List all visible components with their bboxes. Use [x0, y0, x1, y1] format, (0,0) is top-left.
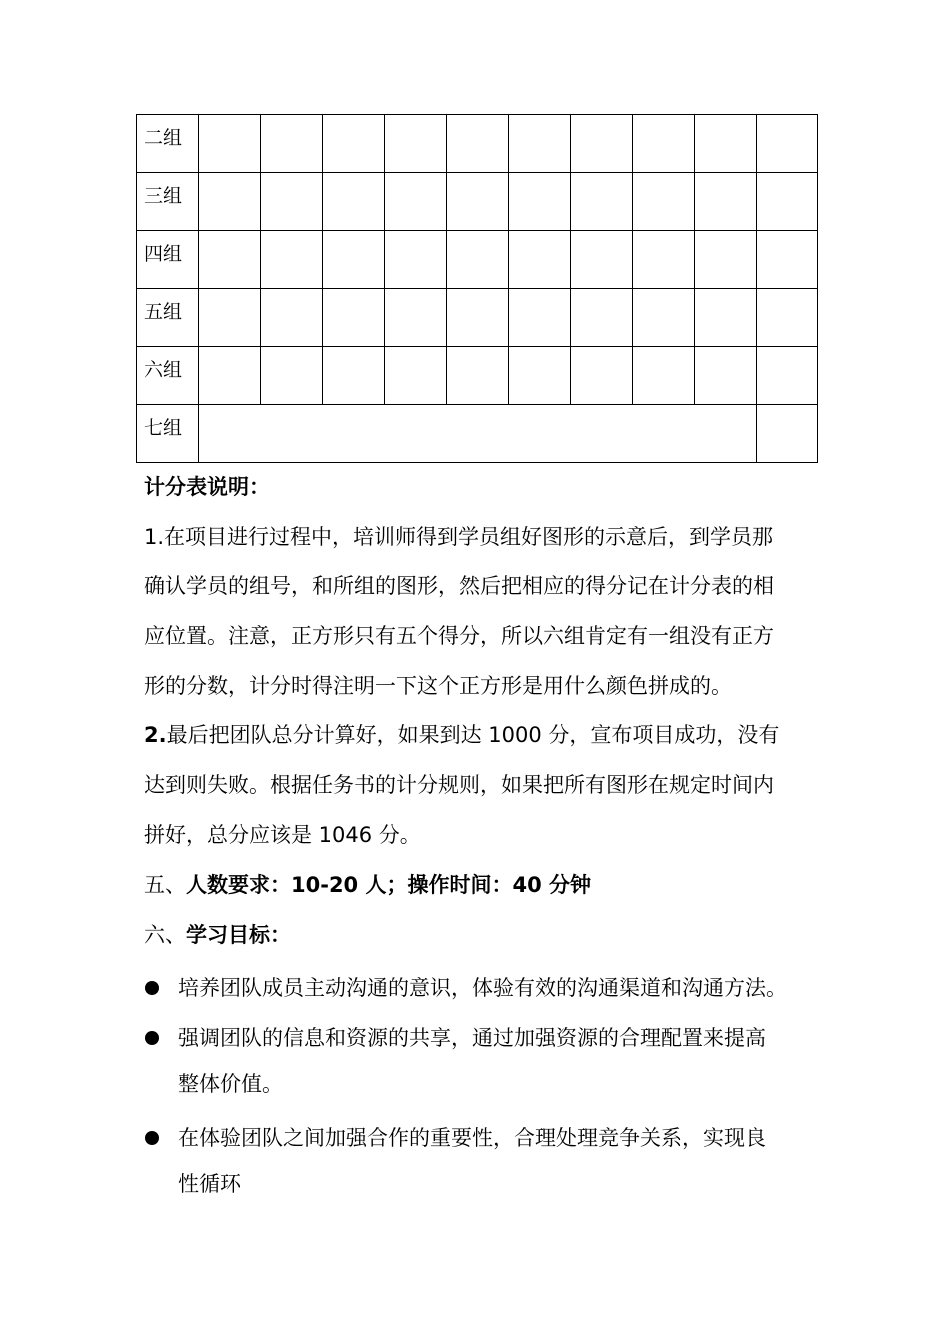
table-cell — [199, 173, 261, 231]
table-row — [137, 173, 818, 231]
table-row — [137, 231, 818, 289]
para2-line: 2.最后把团队总分计算好，如果到达 1000 分，宣布项目成功，没有 — [144, 723, 780, 747]
table-cell — [571, 289, 633, 347]
row-label: 五组 — [137, 289, 199, 347]
table-cell — [571, 231, 633, 289]
para2-number: 2. — [144, 723, 167, 747]
table-cell — [509, 173, 571, 231]
table-cell — [261, 347, 323, 405]
table-cell — [261, 173, 323, 231]
table-row — [137, 115, 818, 173]
table-cell — [633, 231, 695, 289]
para1-line: 1.在项目进行过程中，培训师得到学员组好图形的示意后，到学员那 — [144, 525, 774, 549]
table-cell — [323, 173, 385, 231]
para1-line: 应位置。注意，正方形只有五个得分，所以六组肯定有一组没有正方 — [144, 624, 774, 648]
section6-heading: 六、学习目标： — [144, 923, 291, 947]
para2-line: 达到则失败。根据任务书的计分规则，如果把所有图形在规定时间内 — [144, 773, 774, 797]
table-cell — [261, 231, 323, 289]
bullet-icon — [145, 981, 159, 995]
table-cell — [447, 231, 509, 289]
table-cell — [385, 289, 447, 347]
table-cell — [447, 173, 509, 231]
table-cell — [695, 289, 757, 347]
table-cell — [447, 347, 509, 405]
goal-item-cont: 整体价值。 — [178, 1072, 283, 1096]
para1-line: 形的分数，计分时得注明一下这个正方形是用什么颜色拼成的。 — [144, 674, 732, 698]
table-cell — [633, 289, 695, 347]
table-cell — [695, 173, 757, 231]
row-label: 六组 — [137, 347, 199, 405]
table-row — [137, 347, 818, 405]
table-cell — [757, 347, 818, 405]
table-cell — [385, 231, 447, 289]
para2-line: 拼好，总分应该是 1046 分。 — [144, 823, 421, 847]
table-cell — [199, 231, 261, 289]
table-cell — [757, 115, 818, 173]
table-cell — [757, 289, 818, 347]
table-cell — [385, 115, 447, 173]
table-cell — [447, 289, 509, 347]
row-label: 三组 — [137, 173, 199, 231]
table-cell — [199, 115, 261, 173]
table-cell — [385, 347, 447, 405]
table-cell — [323, 231, 385, 289]
section-heading: 计分表说明： — [144, 475, 270, 499]
table-cell — [261, 289, 323, 347]
table-cell — [757, 231, 818, 289]
table-cell — [571, 115, 633, 173]
table-cell — [571, 173, 633, 231]
row-label: 四组 — [137, 231, 199, 289]
table-cell — [695, 115, 757, 173]
table-cell — [695, 231, 757, 289]
table-cell — [633, 115, 695, 173]
table-cell — [509, 289, 571, 347]
table-cell — [633, 347, 695, 405]
score-table — [136, 114, 818, 463]
table-cell — [199, 347, 261, 405]
table-cell — [757, 405, 818, 463]
bullet-icon — [145, 1031, 159, 1045]
table-cell — [633, 173, 695, 231]
merged-cell — [199, 405, 757, 463]
para1-line: 确认学员的组号，和所组的图形，然后把相应的得分记在计分表的相 — [144, 574, 774, 598]
table-cell — [323, 115, 385, 173]
goal-item: 强调团队的信息和资源的共享，通过加强资源的合理配置来提高 — [178, 1026, 766, 1050]
bullet-icon — [145, 1131, 159, 1145]
section5-heading: 五、人数要求：10-20 人；操作时间：40 分钟 — [144, 873, 592, 897]
row-label: 七组 — [137, 405, 199, 463]
table-cell — [323, 347, 385, 405]
goal-item: 培养团队成员主动沟通的意识，体验有效的沟通渠道和沟通方法。 — [178, 976, 787, 1000]
table-cell — [695, 347, 757, 405]
table-cell — [509, 347, 571, 405]
table-row — [137, 405, 818, 463]
table-cell — [757, 173, 818, 231]
table-cell — [447, 115, 509, 173]
table-row — [137, 289, 818, 347]
table-cell — [323, 289, 385, 347]
table-cell — [571, 347, 633, 405]
table-cell — [509, 231, 571, 289]
table-cell — [385, 173, 447, 231]
goal-item: 在体验团队之间加强合作的重要性，合理处理竞争关系，实现良 — [178, 1126, 766, 1150]
table-cell — [261, 115, 323, 173]
table-cell — [509, 115, 571, 173]
row-label: 二组 — [137, 115, 199, 173]
goal-item-cont: 性循环 — [178, 1172, 241, 1196]
table-cell — [199, 289, 261, 347]
